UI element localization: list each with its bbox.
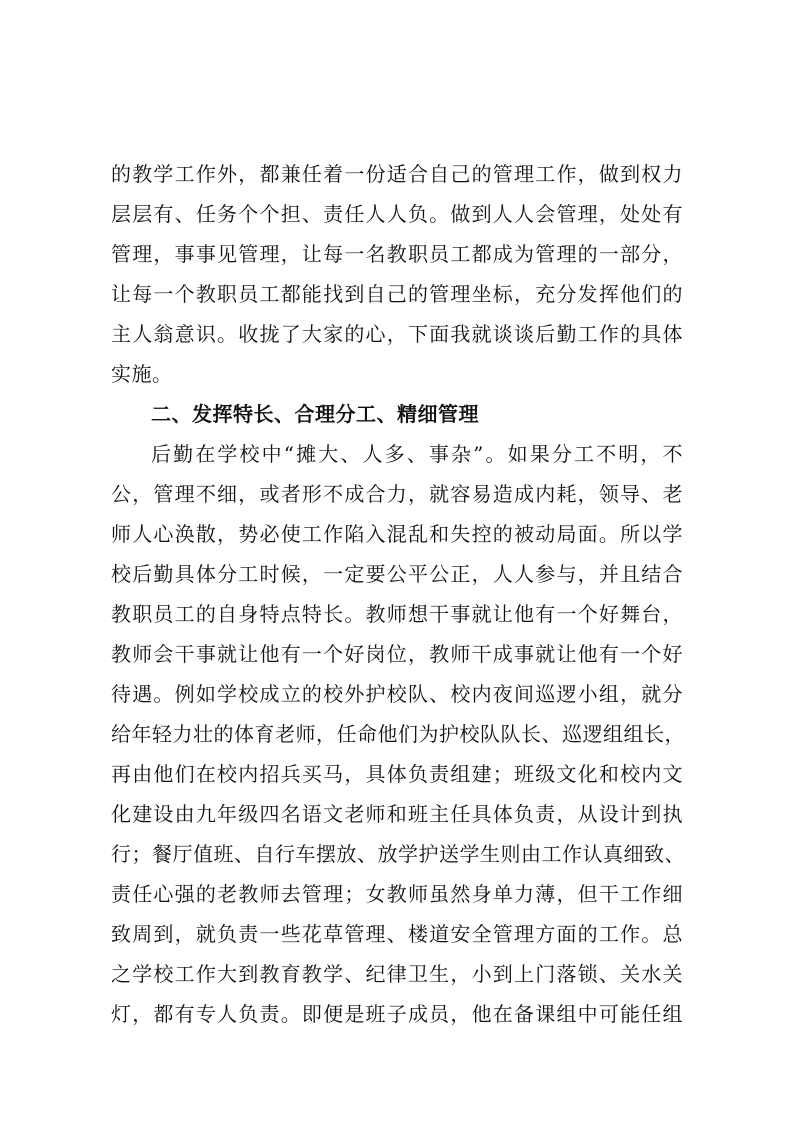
paragraph-2-line: 行；餐厅值班、自行车摆放、放学护送学生则由工作认真细致、 (111, 842, 685, 866)
paragraph-1-line: 的教学工作外，都兼任着一份适合自己的管理工作，做到权力 (111, 162, 683, 186)
paragraph-1-line: 层层有、任务个个担、责任人人负。做到人人会管理，处处有 (111, 202, 683, 226)
paragraph-2-line: 之学校工作大到教育教学、纪律卫生，小到上门落锁、关水关 (111, 962, 683, 986)
paragraph-2-line: 灯，都有专人负责。即便是班子成员，他在备课组中可能任组 (111, 1002, 683, 1026)
paragraph-2-line: 致周到，就负责一些花草管理、楼道安全管理方面的工作。总 (111, 922, 683, 946)
paragraph-1-line: 管理，事事见管理，让每一名教职员工都成为管理的一部分， (111, 242, 683, 266)
paragraph-2-line: 责任心强的老教师去管理；女教师虽然身单力薄，但干工作细 (111, 882, 683, 906)
paragraph-2-line: 化建设由九年级四名语文老师和班主任具体负责，从设计到执 (111, 802, 683, 826)
paragraph-1-line: 实施。 (111, 362, 173, 386)
paragraph-2-line: 公，管理不细，或者形不成合力，就容易造成内耗，领导、老 (111, 482, 683, 506)
paragraph-2-line: 教师会干事就让他有一个好岗位，教师干成事就让他有一个好 (111, 642, 683, 666)
paragraph-2-line: 校后勤具体分工时候，一定要公平公正，人人参与，并且结合 (111, 562, 683, 586)
section-heading: 二、发挥特长、合理分工、精细管理 (151, 402, 479, 426)
paragraph-1-line: 让每一个教职员工都能找到自己的管理坐标，充分发挥他们的 (111, 282, 683, 306)
paragraph-2-line: 师人心涣散，势必使工作陷入混乱和失控的被动局面。所以学 (111, 522, 683, 546)
paragraph-2-line: 待遇。例如学校成立的校外护校队、校内夜间巡逻小组，就分 (111, 682, 683, 706)
paragraph-2-line: 后勤在学校中“摊大、人多、事杂”。如果分工不明，不 (151, 442, 683, 466)
paragraph-2-line: 再由他们在校内招兵买马，具体负责组建；班级文化和校内文 (111, 762, 683, 786)
paragraph-2-line: 给年轻力壮的体育老师，任命他们为护校队队长、巡逻组组长， (111, 722, 685, 746)
paragraph-2-line: 教职员工的自身特点特长。教师想干事就让他有一个好舞台， (111, 602, 683, 626)
paragraph-1-line: 主人翁意识。收拢了大家的心，下面我就谈谈后勤工作的具体 (111, 322, 683, 346)
